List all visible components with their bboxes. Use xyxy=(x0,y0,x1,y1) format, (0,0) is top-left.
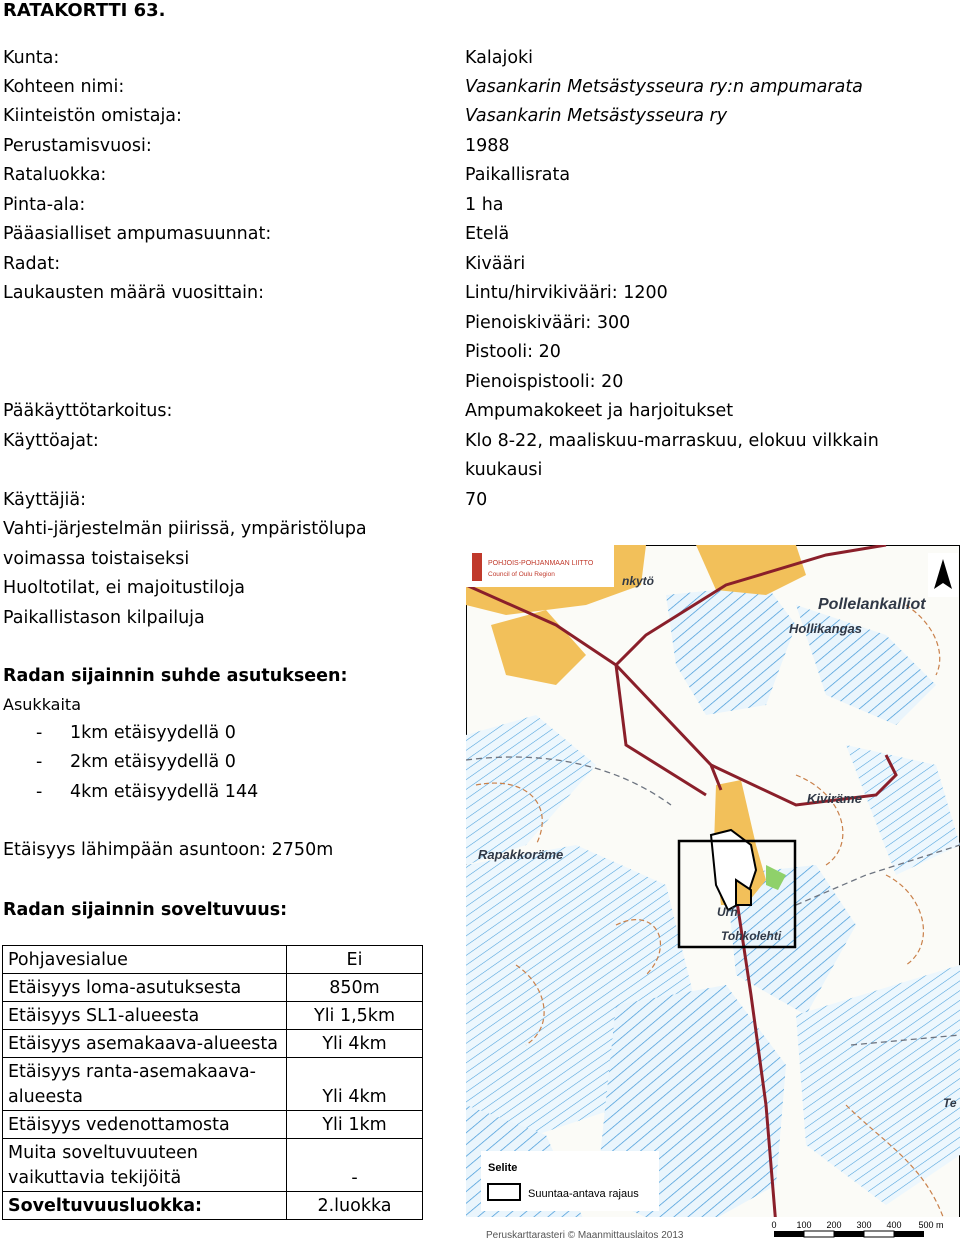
table-row xyxy=(3,1192,423,1220)
shots-value: Pienoispistooli: 20 xyxy=(465,372,624,392)
info-label: Pääasialliset ampumasuunnat: xyxy=(3,224,272,244)
place-name: Rapakkoräme xyxy=(478,847,564,862)
partial-place-name: Te xyxy=(943,1096,957,1110)
map-legend xyxy=(481,1151,659,1211)
table-cell-label: Etäisyys asemakaava-alueesta xyxy=(3,1030,287,1058)
info-value: Lintu/hirvikivääri: 1200 xyxy=(465,283,668,303)
label-line: vaikuttavia tekijöitä xyxy=(8,1168,182,1188)
legend-title: Selite xyxy=(488,1162,518,1174)
place-name: Pollelankalliot xyxy=(818,596,926,613)
note-line: Huoltotilat, ei majoitustiloja xyxy=(3,578,246,598)
info-value: 1 ha xyxy=(465,195,504,215)
location-heading: Radan sijainnin suhde asutukseen: xyxy=(3,666,348,686)
map-copyright: Peruskarttarasteri © Maanmittauslaitos 2013 xyxy=(486,1230,684,1241)
info-label: Pääkäyttötarkoitus: xyxy=(3,401,173,421)
info-label: Laukausten määrä vuosittain: xyxy=(3,283,265,303)
residents-label: Asukkaita xyxy=(3,695,81,714)
shots-value: Pienoiskivääri: 300 xyxy=(465,313,631,333)
map-footer xyxy=(466,1217,960,1250)
info-label: Kunta: xyxy=(3,48,60,68)
bullet-dash: - xyxy=(36,782,43,802)
page-title: RATAKORTTI 63. xyxy=(3,0,166,21)
info-label: Käyttöajat: xyxy=(3,431,99,451)
info-value: 1988 xyxy=(465,136,510,156)
table-cell-label: Etäisyys vedenottamosta xyxy=(3,1111,287,1139)
table-cell-value: Yli 1km xyxy=(287,1111,423,1139)
info-label: Radat: xyxy=(3,254,61,274)
label-line: Muita soveltuvuuteen xyxy=(8,1143,198,1163)
scale-tick: 300 xyxy=(856,1220,872,1230)
table-row xyxy=(3,1111,423,1139)
table-cell-value: 850m xyxy=(287,974,423,1002)
place-name: Tohkolehti xyxy=(721,929,782,943)
bullet-dash: - xyxy=(36,723,43,743)
info-value: 70 xyxy=(465,490,488,510)
table-row xyxy=(3,1139,423,1192)
info-value: Kivääri xyxy=(465,254,526,274)
north-arrow xyxy=(928,553,958,597)
note-line: voimassa toistaiseksi xyxy=(3,549,190,569)
map-logo xyxy=(466,545,614,587)
table-cell-label: Etäisyys loma-asutuksesta xyxy=(3,974,287,1002)
scale-tick: 400 xyxy=(886,1220,902,1230)
scale-tick: 100 xyxy=(796,1220,812,1230)
info-label: Käyttäjiä: xyxy=(3,490,87,510)
table-cell-label: Soveltuvuusluokka: xyxy=(3,1192,287,1220)
table-row xyxy=(3,1030,423,1058)
shots-value: Pistooli: 20 xyxy=(465,342,561,362)
info-value: Vasankarin Metsästysseura ry:n ampumarata xyxy=(465,77,863,97)
scale-bar xyxy=(771,1220,943,1237)
scale-tick: 0 xyxy=(771,1220,777,1230)
legend-item: Suuntaa-antava rajaus xyxy=(528,1188,639,1200)
residents-item: 1km etäisyydellä 0 xyxy=(70,723,236,743)
info-label: Kiinteistön omistaja: xyxy=(3,106,182,126)
location-map xyxy=(466,545,960,1250)
suitability-table xyxy=(2,945,423,1220)
info-value: Klo 8-22, maaliskuu-marraskuu, elokuu vilkkain xyxy=(465,431,879,451)
info-value: kuukausi xyxy=(465,460,543,480)
table-row xyxy=(3,974,423,1002)
scale-tick: 200 xyxy=(826,1220,842,1230)
table-cell-value: Yli 4km xyxy=(287,1058,423,1111)
residents-item: 2km etäisyydellä 0 xyxy=(70,752,236,772)
info-value: Etelä xyxy=(465,224,510,244)
info-label: Kohteen nimi: xyxy=(3,77,125,97)
info-label: Rataluokka: xyxy=(3,165,107,185)
table-cell-value: Yli 4km xyxy=(287,1030,423,1058)
logo-line-2: Council of Oulu Region xyxy=(488,571,555,578)
table-row xyxy=(3,1002,423,1030)
table-cell-value: - xyxy=(287,1139,423,1192)
table-cell-label xyxy=(3,1139,287,1192)
place-name: Kiviräme xyxy=(807,791,862,806)
table-cell-value: Yli 1,5km xyxy=(287,1002,423,1030)
note-line: Vahti-järjestelmän piirissä, ympäristölupa xyxy=(3,519,367,539)
table-cell-label: Pohjavesialue xyxy=(3,946,287,974)
label-line: Etäisyys ranta-asemakaava- xyxy=(8,1062,256,1082)
label-line: alueesta xyxy=(8,1087,83,1107)
info-label: Pinta-ala: xyxy=(3,195,86,215)
note-line: Paikallistason kilpailuja xyxy=(3,608,205,628)
residents-item: 4km etäisyydellä 144 xyxy=(70,782,259,802)
suitability-heading: Radan sijainnin soveltuvuus: xyxy=(3,900,288,920)
place-name: Urh. xyxy=(717,905,741,919)
table-cell-value: 2.luokka xyxy=(287,1192,423,1220)
table-row xyxy=(3,946,423,974)
nearest-residence: Etäisyys lähimpään asuntoon: 2750m xyxy=(3,840,334,860)
place-name: Hollikangas xyxy=(789,621,862,636)
info-value: Kalajoki xyxy=(465,48,534,68)
table-row xyxy=(3,1058,423,1111)
info-label: Perustamisvuosi: xyxy=(3,136,152,156)
partial-place-name: nkytö xyxy=(622,574,655,588)
table-cell-value: Ei xyxy=(287,946,423,974)
table-cell-label: Etäisyys SL1-alueesta xyxy=(3,1002,287,1030)
info-value: Vasankarin Metsästysseura ry xyxy=(465,106,728,126)
bullet-dash: - xyxy=(36,752,43,772)
info-value: Paikallisrata xyxy=(465,165,571,185)
info-value: Ampumakokeet ja harjoitukset xyxy=(465,401,734,421)
table-cell-label xyxy=(3,1058,287,1111)
logo-line-1: POHJOIS-POHJANMAAN LIITTO xyxy=(488,560,594,567)
scale-tick: 500 m xyxy=(918,1220,944,1230)
